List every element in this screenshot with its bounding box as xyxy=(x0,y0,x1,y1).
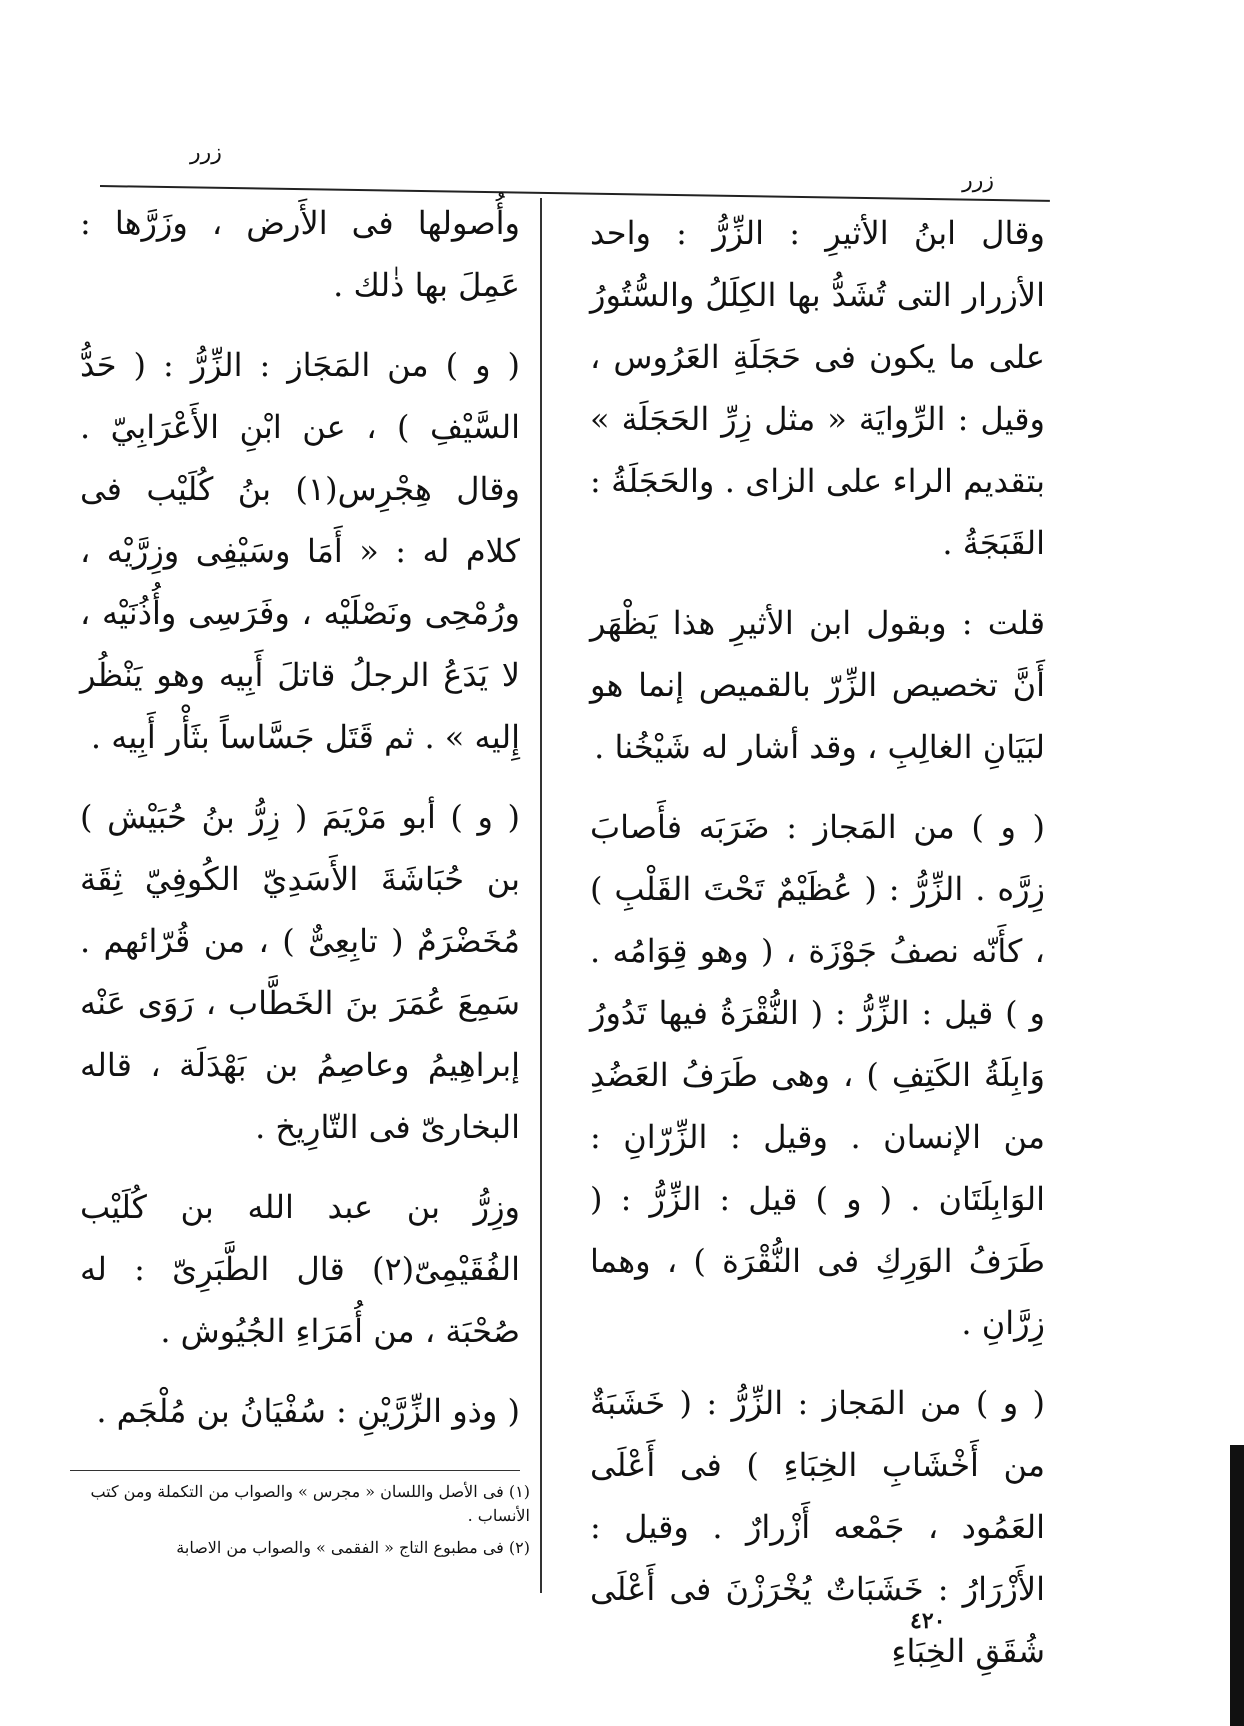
running-head-right: زرر xyxy=(962,168,994,193)
column-divider xyxy=(540,198,542,1593)
paragraph: ( وذو الزِّرَّيْنِ : سُفْيَانُ بن مُلْجَم . xyxy=(96,1392,520,1430)
paragraph: ( و ) من المَجَاز : الزِّرُّ : ( حَدُّ السَّيْفِ ) ، عن ابْنِ الأَعْرَابِيّ . وقال هِجْرِس(١) بنُ كُلَيْب فى كلام له : « أَمَا وسَيْفِى وزِرَّيْه ، ورُمْحِى ونَصْلَيْه ، وفَرَسِى وأُذُنَيْه ، لا يَدَعُ الرجلُ قاتلَ أَبِيه وهو يَنْظُر إِليه » . ثم قَتَل جَسَّاساً بثَأْر أَبِيه . xyxy=(80,346,521,756)
paragraph: ( و ) من المَجاز : ضَرَبَه فأَصابَ زِرَّه . الزِّرُّ : ( عُظَيْمٌ تَحْتَ القَلْبِ ) ، كأَنّه نصفُ جَوْزَة ، ( وهو قِوَامُه . و ) قيل : الزِّرُّ : ( النُّقْرَةُ فيها تَدُورُ وَابِلَةُ الكَتِفِ ) ، وهى طَرَفُ العَضُدِ من الإنسان . وقيل : الزِّرّانِ : الوَابِلَتَان . ( و ) قيل : الزِّرُّ : ( طَرَفُ الوَرِكِ فى النُّقْرَة ) ، وهما زِرَّانِ . xyxy=(590,808,1045,1342)
left-column xyxy=(80,192,520,1460)
paragraph: ( و ) من المَجاز : الزِّرُّ : ( خَشَبَةٌ من أَخْشَابِ الخِبَاءِ ) فى أَعْلَى العَمُود ، جَمْعه أَزْرارٌ . وقيل : الأَزْرَارُ : خَشَبَاتٌ يُخْرَزْنَ فى أَعْلَى شُقَقِ الخِبَاءِ xyxy=(590,1384,1045,1670)
footnote: (٢) فى مطبوع التاج « الفقمى » والصواب من الاصابة xyxy=(176,1538,530,1557)
running-head-left: زرر xyxy=(190,140,222,165)
page-number: ٤٢٠ xyxy=(910,1608,946,1634)
right-column xyxy=(590,202,1045,1700)
paragraph: وقال ابنُ الأثيرِ : الزِّرُّ : واحد الأزرار التى تُشَدُّ بها الكِلَلُ والسُّتُورُ على ما يكون فى حَجَلَةِ العَرُوس ، وقيل : الرِّوايَة « مثل زِرِّ الحَجَلَة » بتقديم الراء على الزاى . والحَجَلَةُ : القَبَجَةُ . xyxy=(590,214,1045,562)
footnotes xyxy=(60,1480,530,1568)
scan-edge-mark xyxy=(1230,1445,1244,1726)
paragraph: وأُصولها فى الأَرض ، وزَرَّها : عَمِلَ بها ذٰلك . xyxy=(80,204,520,304)
paragraph: وزِرُّ بن عبد الله بن كُلَيْب الفُقَيْمِىّ(٢) قال الطَّبَرِىّ : له صُحْبَة ، من أُمَرَاءِ الجُيُوش . xyxy=(80,1188,520,1350)
paragraph: ( و ) أبو مَرْيَمَ ( زِرُّ بنُ حُبَيْش ) بن حُبَاشَةَ الأَسَدِيّ الكُوفِيّ ثِقَة مُخَضْرَمٌ ( تابِعِىٌّ ) ، من قُرّائهم . سَمِعَ عُمَرَ بنَ الخَطَّاب ، رَوَى عَنْه إبراهِيمُ وعاصِمُ بن بَهْدَلَة ، قاله البخارىّ فى التّارِيخ . xyxy=(80,798,520,1146)
footnote-rule xyxy=(70,1470,520,1471)
paragraph: قلت : وبقول ابن الأثيرِ هذا يَظْهَر أَنَّ تخصيص الزِّرّ بالقميص إنما هو لبَيَانِ الغالِبِ ، وقد أشار له شَيْخُنا . xyxy=(590,604,1045,766)
footnote: (١) فى الأصل واللسان « مجرس » والصواب من التكملة ومن كتب الأنساب . xyxy=(90,1482,530,1525)
